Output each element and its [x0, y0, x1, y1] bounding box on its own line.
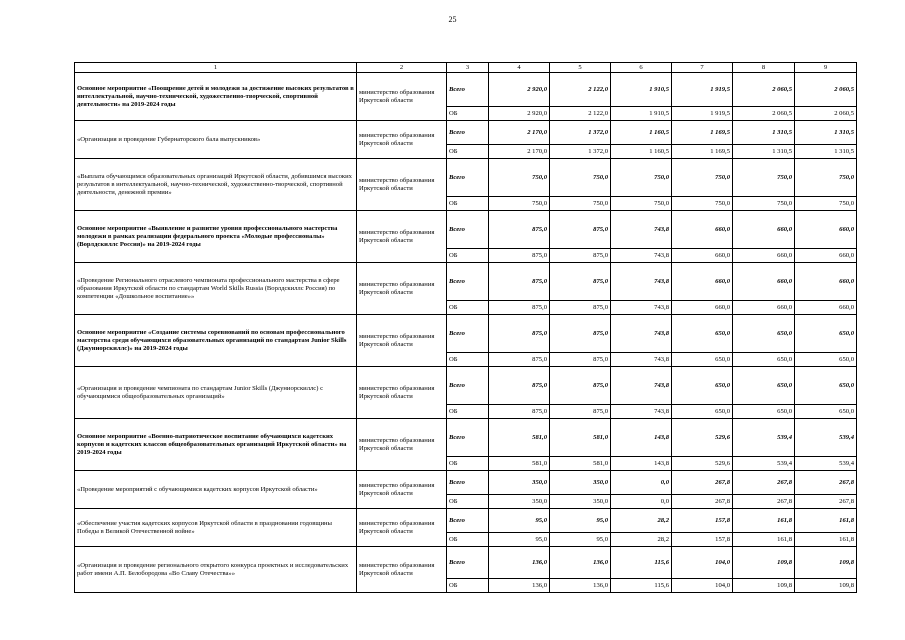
source-total-label: Всего [447, 367, 489, 405]
column-number: 6 [611, 63, 672, 73]
source-total-label: Всего [447, 471, 489, 495]
total-value: 650,0 [795, 315, 857, 353]
total-value: 743,8 [611, 367, 672, 405]
total-value: 267,8 [672, 471, 733, 495]
total-value: 581,0 [550, 419, 611, 457]
ob-value: 743,8 [611, 249, 672, 263]
ob-value: 1 160,5 [611, 145, 672, 159]
executor: министерство образования Иркутской области [357, 121, 447, 159]
total-value: 750,0 [672, 159, 733, 197]
ob-value: 650,0 [672, 405, 733, 419]
ob-value: 143,8 [611, 457, 672, 471]
total-value: 750,0 [489, 159, 550, 197]
ob-value: 750,0 [672, 197, 733, 211]
total-value: 750,0 [733, 159, 795, 197]
total-value: 875,0 [550, 263, 611, 301]
ob-value: 650,0 [733, 405, 795, 419]
ob-value: 109,8 [733, 579, 795, 593]
ob-value: 136,0 [550, 579, 611, 593]
column-number: 1 [75, 63, 357, 73]
ob-value: 750,0 [611, 197, 672, 211]
activity-name: «Выплата обучающимся образовательных организаций Иркутской области, добившимся высоких результатов в интеллектуальной, научно-технической, художественно-творческой, спортивной деятельности, денежной премии» [75, 159, 357, 211]
source-ob-label: ОБ [447, 353, 489, 367]
total-value: 104,0 [672, 547, 733, 579]
total-value: 1 310,5 [733, 121, 795, 145]
total-value: 875,0 [550, 211, 611, 249]
activity-name: «Организация и проведение Губернаторского бала выпускников» [75, 121, 357, 159]
total-value: 539,4 [795, 419, 857, 457]
total-value: 350,0 [550, 471, 611, 495]
ob-value: 104,0 [672, 579, 733, 593]
total-value: 539,4 [733, 419, 795, 457]
source-total-label: Всего [447, 315, 489, 353]
ob-value: 1 310,5 [733, 145, 795, 159]
total-value: 743,8 [611, 315, 672, 353]
source-total-label: Всего [447, 263, 489, 301]
ob-value: 267,8 [672, 495, 733, 509]
total-value: 2 060,5 [733, 73, 795, 107]
source-ob-label: ОБ [447, 405, 489, 419]
ob-value: 529,6 [672, 457, 733, 471]
ob-value: 539,4 [733, 457, 795, 471]
total-value: 875,0 [489, 211, 550, 249]
activity-name: «Организация и проведение чемпионата по стандартам Junior Skills (Джуниорскиллс) с обучающимися общеобразовательных организаций» [75, 367, 357, 419]
ob-value: 2 170,0 [489, 145, 550, 159]
ob-value: 115,6 [611, 579, 672, 593]
total-value: 1 169,5 [672, 121, 733, 145]
table-row [75, 509, 857, 533]
total-value: 157,8 [672, 509, 733, 533]
ob-value: 581,0 [550, 457, 611, 471]
total-value: 2 920,0 [489, 73, 550, 107]
ob-value: 875,0 [550, 301, 611, 315]
source-total-label: Всего [447, 211, 489, 249]
source-ob-label: ОБ [447, 533, 489, 547]
column-number: 5 [550, 63, 611, 73]
total-value: 581,0 [489, 419, 550, 457]
ob-value: 581,0 [489, 457, 550, 471]
table-row [75, 471, 857, 495]
ob-value: 2 060,5 [733, 107, 795, 121]
ob-value: 161,8 [795, 533, 857, 547]
ob-value: 875,0 [489, 249, 550, 263]
total-value: 2 170,0 [489, 121, 550, 145]
total-value: 143,8 [611, 419, 672, 457]
total-value: 660,0 [795, 263, 857, 301]
total-value: 750,0 [795, 159, 857, 197]
source-ob-label: ОБ [447, 107, 489, 121]
ob-value: 1 919,5 [672, 107, 733, 121]
source-ob-label: ОБ [447, 301, 489, 315]
activity-name: Основное мероприятие «Создание системы соревнований по основам профессионального мастерства среди обучающихся образовательных организаций по стандартам Junior Skills (Джуниорскиллс)» на 2019-2024 годы [75, 315, 357, 367]
total-value: 136,0 [489, 547, 550, 579]
source-total-label: Всего [447, 547, 489, 579]
total-value: 875,0 [550, 367, 611, 405]
ob-value: 1 372,0 [550, 145, 611, 159]
source-ob-label: ОБ [447, 145, 489, 159]
source-ob-label: ОБ [447, 249, 489, 263]
source-ob-label: ОБ [447, 579, 489, 593]
ob-value: 750,0 [550, 197, 611, 211]
executor: министерство образования Иркутской области [357, 547, 447, 593]
total-value: 650,0 [733, 367, 795, 405]
ob-value: 2 122,0 [550, 107, 611, 121]
total-value: 750,0 [550, 159, 611, 197]
executor: министерство образования Иркутской области [357, 419, 447, 471]
ob-value: 1 169,5 [672, 145, 733, 159]
table-row [75, 263, 857, 301]
executor: министерство образования Иркутской области [357, 73, 447, 121]
total-value: 1 372,0 [550, 121, 611, 145]
activity-name: «Проведение Регионального отраслевого чемпионата профессионального мастерства в сфере образования Иркутской области по стандартам World Skills Russia (Ворлдскиллс Россия) по компетенции «Дошкольное воспитание»» [75, 263, 357, 315]
executor: министерство образования Иркутской области [357, 315, 447, 367]
budget-table [74, 62, 857, 593]
column-number-row [75, 63, 857, 73]
ob-value: 539,4 [795, 457, 857, 471]
total-value: 136,0 [550, 547, 611, 579]
ob-value: 743,8 [611, 301, 672, 315]
ob-value: 1 310,5 [795, 145, 857, 159]
total-value: 660,0 [733, 211, 795, 249]
ob-value: 660,0 [672, 249, 733, 263]
executor: министерство образования Иркутской области [357, 471, 447, 509]
total-value: 267,8 [795, 471, 857, 495]
total-value: 743,8 [611, 263, 672, 301]
total-value: 660,0 [672, 211, 733, 249]
ob-value: 660,0 [733, 301, 795, 315]
column-number: 3 [447, 63, 489, 73]
total-value: 1 160,5 [611, 121, 672, 145]
ob-value: 660,0 [733, 249, 795, 263]
total-value: 109,8 [795, 547, 857, 579]
total-value: 750,0 [611, 159, 672, 197]
executor: министерство образования Иркутской области [357, 509, 447, 547]
ob-value: 743,8 [611, 353, 672, 367]
executor: министерство образования Иркутской области [357, 211, 447, 263]
ob-value: 875,0 [489, 405, 550, 419]
ob-value: 95,0 [550, 533, 611, 547]
activity-name: Основное мероприятие «Военно-патриотическое воспитание обучающихся кадетских корпусов и кадетских классов общеобразовательных организаций Иркутской области» на 2019-2024 годы [75, 419, 357, 471]
total-value: 660,0 [672, 263, 733, 301]
total-value: 161,8 [733, 509, 795, 533]
activity-name: «Проведение мероприятий с обучающимися кадетских корпусов Иркутской области» [75, 471, 357, 509]
ob-value: 660,0 [795, 301, 857, 315]
ob-value: 750,0 [795, 197, 857, 211]
total-value: 875,0 [489, 263, 550, 301]
ob-value: 2 060,5 [795, 107, 857, 121]
source-ob-label: ОБ [447, 197, 489, 211]
table-row [75, 419, 857, 457]
total-value: 660,0 [733, 263, 795, 301]
total-value: 109,8 [733, 547, 795, 579]
table-row [75, 547, 857, 579]
source-total-label: Всего [447, 159, 489, 197]
executor: министерство образования Иркутской области [357, 159, 447, 211]
total-value: 350,0 [489, 471, 550, 495]
ob-value: 660,0 [795, 249, 857, 263]
page-number: 25 [448, 15, 457, 24]
total-value: 267,8 [733, 471, 795, 495]
ob-value: 743,8 [611, 405, 672, 419]
total-value: 875,0 [489, 315, 550, 353]
total-value: 875,0 [489, 367, 550, 405]
executor: министерство образования Иркутской области [357, 263, 447, 315]
total-value: 0,0 [611, 471, 672, 495]
activity-name: «Организация и проведение регионального открытого конкурса проектных и исследовательских работ имени А.П. Белобородова «Во Славу Отечества»» [75, 547, 357, 593]
ob-value: 28,2 [611, 533, 672, 547]
ob-value: 1 910,5 [611, 107, 672, 121]
ob-value: 0,0 [611, 495, 672, 509]
ob-value: 650,0 [672, 353, 733, 367]
total-value: 650,0 [672, 315, 733, 353]
table-row [75, 315, 857, 353]
ob-value: 350,0 [550, 495, 611, 509]
ob-value: 750,0 [733, 197, 795, 211]
total-value: 650,0 [672, 367, 733, 405]
table-row [75, 159, 857, 197]
total-value: 529,6 [672, 419, 733, 457]
table-row [75, 73, 857, 107]
total-value: 1 910,5 [611, 73, 672, 107]
ob-value: 875,0 [550, 249, 611, 263]
ob-value: 650,0 [733, 353, 795, 367]
total-value: 2 060,5 [795, 73, 857, 107]
column-number: 8 [733, 63, 795, 73]
activity-name: Основное мероприятие «Выявление и развитие уровня профессионального мастерства молодежи в рамках реализации федерального проекта «Молодые профессионалы» (Ворлдскиллс Россия)» на 2019-2024 годы [75, 211, 357, 263]
ob-value: 875,0 [489, 353, 550, 367]
source-total-label: Всего [447, 73, 489, 107]
source-ob-label: ОБ [447, 457, 489, 471]
column-number: 7 [672, 63, 733, 73]
ob-value: 875,0 [550, 353, 611, 367]
ob-value: 750,0 [489, 197, 550, 211]
total-value: 875,0 [550, 315, 611, 353]
ob-value: 660,0 [672, 301, 733, 315]
column-number: 2 [357, 63, 447, 73]
total-value: 1 310,5 [795, 121, 857, 145]
total-value: 743,8 [611, 211, 672, 249]
ob-value: 136,0 [489, 579, 550, 593]
ob-value: 350,0 [489, 495, 550, 509]
ob-value: 109,8 [795, 579, 857, 593]
column-number: 4 [489, 63, 550, 73]
ob-value: 650,0 [795, 353, 857, 367]
ob-value: 95,0 [489, 533, 550, 547]
ob-value: 267,8 [795, 495, 857, 509]
total-value: 1 919,5 [672, 73, 733, 107]
ob-value: 157,8 [672, 533, 733, 547]
source-total-label: Всего [447, 509, 489, 533]
total-value: 28,2 [611, 509, 672, 533]
source-total-label: Всего [447, 121, 489, 145]
table-row [75, 211, 857, 249]
total-value: 650,0 [795, 367, 857, 405]
executor: министерство образования Иркутской области [357, 367, 447, 419]
total-value: 660,0 [795, 211, 857, 249]
total-value: 650,0 [733, 315, 795, 353]
total-value: 2 122,0 [550, 73, 611, 107]
ob-value: 161,8 [733, 533, 795, 547]
source-ob-label: ОБ [447, 495, 489, 509]
total-value: 115,6 [611, 547, 672, 579]
source-total-label: Всего [447, 419, 489, 457]
total-value: 95,0 [550, 509, 611, 533]
table-row [75, 121, 857, 145]
column-number: 9 [795, 63, 857, 73]
activity-name: «Обеспечение участия кадетских корпусов Иркутской области в праздновании годовщины Победы в Великой Отечественной войне» [75, 509, 357, 547]
table-row [75, 367, 857, 405]
ob-value: 875,0 [550, 405, 611, 419]
total-value: 95,0 [489, 509, 550, 533]
total-value: 161,8 [795, 509, 857, 533]
ob-value: 650,0 [795, 405, 857, 419]
ob-value: 875,0 [489, 301, 550, 315]
activity-name: Основное мероприятие «Поощрение детей и молодежи за достижение высоких результатов в интеллектуальной, научно-технической, художественно-творческой, спортивной деятельности» на 2019-2024 годы [75, 73, 357, 121]
ob-value: 2 920,0 [489, 107, 550, 121]
ob-value: 267,8 [733, 495, 795, 509]
